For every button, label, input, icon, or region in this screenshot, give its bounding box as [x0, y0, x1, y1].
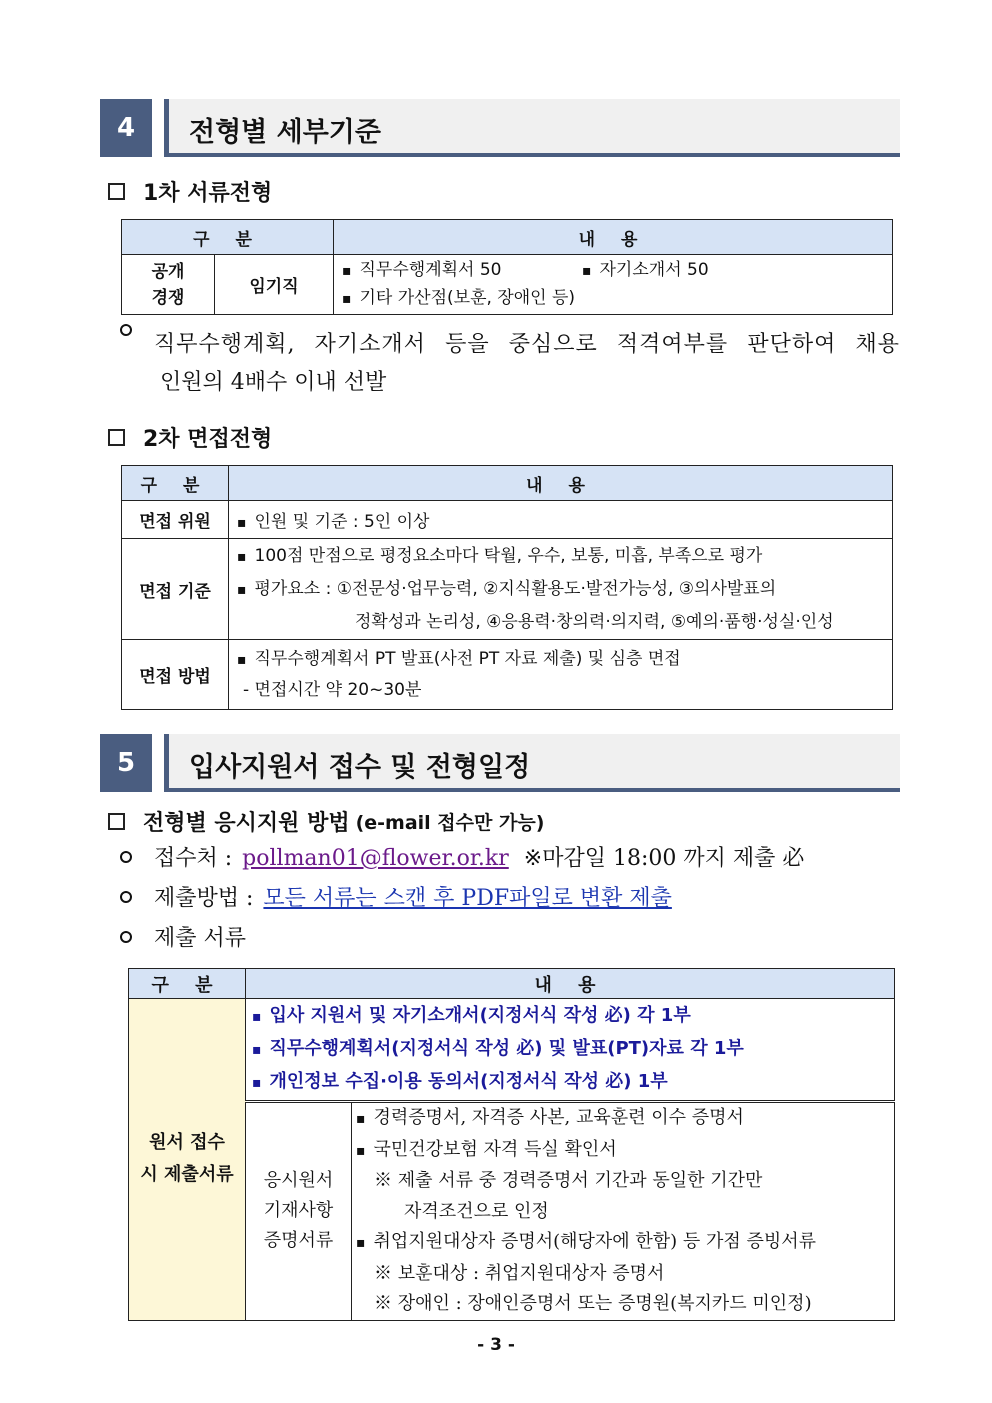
stage1-table	[121, 219, 893, 315]
checkbox-square-icon	[108, 813, 125, 830]
table-header-content: 내 용	[229, 466, 893, 501]
list-item: ※ 보훈대상 : 취업지원대상자 증명서	[374, 1262, 665, 1284]
list-item: ▪ 직무수행계획서 PT 발표(사전 PT 자료 제출) 및 심층 면접	[237, 644, 891, 675]
list-item: ▪ 기타 가산점(보훈, 장애인 등)	[342, 285, 891, 313]
stage2-table	[121, 465, 893, 710]
list-item: 자격조건으로 인정	[404, 1200, 549, 1222]
list-item: ▪ 개인정보 수집·이용 동의서(지정서식 작성 必) 1부	[252, 1066, 888, 1099]
row-content	[334, 255, 893, 315]
submission-method-line: 제출방법 : 모든 서류는 스캔 후 PDF파일로 변환 제출	[120, 880, 672, 918]
documents-table	[128, 968, 895, 1321]
circle-bullet-icon	[120, 891, 132, 903]
circle-bullet-icon	[120, 324, 132, 336]
list-item: ※ 제출 서류 중 경력증명서 기간과 동일한 기간만	[374, 1170, 763, 1191]
section-title: 입사지원서 접수 및 전형일정	[189, 752, 531, 783]
circle-bullet-icon	[120, 851, 132, 863]
table-header-category: 구 분	[122, 466, 229, 501]
email-link[interactable]: pollman01@flower.or.kr	[242, 846, 509, 871]
row-label: 면접 기준	[122, 539, 229, 640]
row-content	[229, 640, 893, 710]
proof-docs	[352, 1102, 895, 1321]
list-item: ▪ 경력증명서, 자격증 사본, 교육훈련 이수 증명서	[356, 1103, 890, 1135]
list-item: ※ 장애인 : 장애인증명서 또는 증명원(복지카드 미인정)	[374, 1293, 812, 1314]
row-content	[229, 501, 893, 539]
proof-label: 응시원서 기재사항 증명서류	[246, 1102, 352, 1321]
table-header-category: 구 분	[129, 969, 246, 999]
row-content	[229, 539, 893, 640]
row-label: 면접 위원	[122, 501, 229, 539]
list-item: - 면접시간 약 20~30분	[243, 680, 422, 700]
list-item: ▪ 100점 만점으로 평정요소마다 탁월, 우수, 보통, 미흡, 부족으로 평가	[237, 540, 891, 573]
checkbox-square-icon	[108, 183, 125, 200]
checkbox-square-icon	[108, 429, 125, 446]
section-title: 전형별 세부기준	[189, 117, 381, 148]
required-docs	[246, 999, 895, 1102]
list-item: ▪ 직무수행계획서 50	[342, 257, 582, 285]
section-4-header	[100, 99, 900, 157]
table-header-content: 내 용	[334, 220, 893, 255]
list-item: ▪ 인원 및 기준 : 5인 이상	[237, 507, 891, 532]
list-item: ▪ 국민건강보험 자격 득실 확인서	[356, 1135, 890, 1167]
method-link[interactable]: 모든 서류는 스캔 후 PDF파일로 변환 제출	[263, 886, 672, 911]
row-category: 공개 경쟁	[122, 255, 215, 315]
list-item: ▪ 취업지원대상자 증명서(해당자에 한함) 등 가점 증빙서류	[356, 1227, 890, 1259]
section-number: 4	[100, 99, 152, 157]
page-number: - 3 -	[477, 1335, 515, 1355]
row-subcategory: 임기직	[215, 255, 334, 315]
row-label: 면접 방법	[122, 640, 229, 710]
section-number: 5	[100, 734, 152, 792]
subheading-stage1: 1차 서류전형	[108, 176, 272, 207]
list-item: ▪ 자기소개서 50	[582, 260, 709, 280]
submission-docs-line: 제출 서류	[120, 920, 246, 958]
list-item: ▪ 직무수행계획서(지정서식 작성 必) 및 발표(PT)자료 각 1부	[252, 1033, 888, 1066]
subheading-method: 전형별 응시지원 방법 (e-mail 접수만 가능)	[108, 806, 544, 837]
stage1-note: 직무수행계획, 자기소개서 등을 중심으로 적격여부를 판단하여 채용 인원의 4배수 이내 선발	[120, 326, 900, 402]
table-header-content: 내 용	[246, 969, 895, 999]
row-label: 원서 접수 시 제출서류	[129, 999, 246, 1321]
list-item: ▪ 평가요소 : ①전문성·업무능력, ②지식활용도·발전가능성, ③의사발표의	[237, 573, 891, 606]
list-item: ▪ 입사 지원서 및 자기소개서(지정서식 작성 必) 각 1부	[252, 1000, 888, 1033]
circle-bullet-icon	[120, 931, 132, 943]
subheading-stage2: 2차 면접전형	[108, 422, 272, 453]
submission-address-line: 접수처 : pollman01@flower.or.kr ※마감일 18:00 까지 제출 必	[120, 840, 804, 878]
section-5-header	[100, 734, 900, 792]
list-item: 정확성과 논리성, ④응용력·창의력·의지력, ⑤예의·품행·성실·인성	[355, 612, 834, 632]
table-header-category: 구 분	[122, 220, 334, 255]
